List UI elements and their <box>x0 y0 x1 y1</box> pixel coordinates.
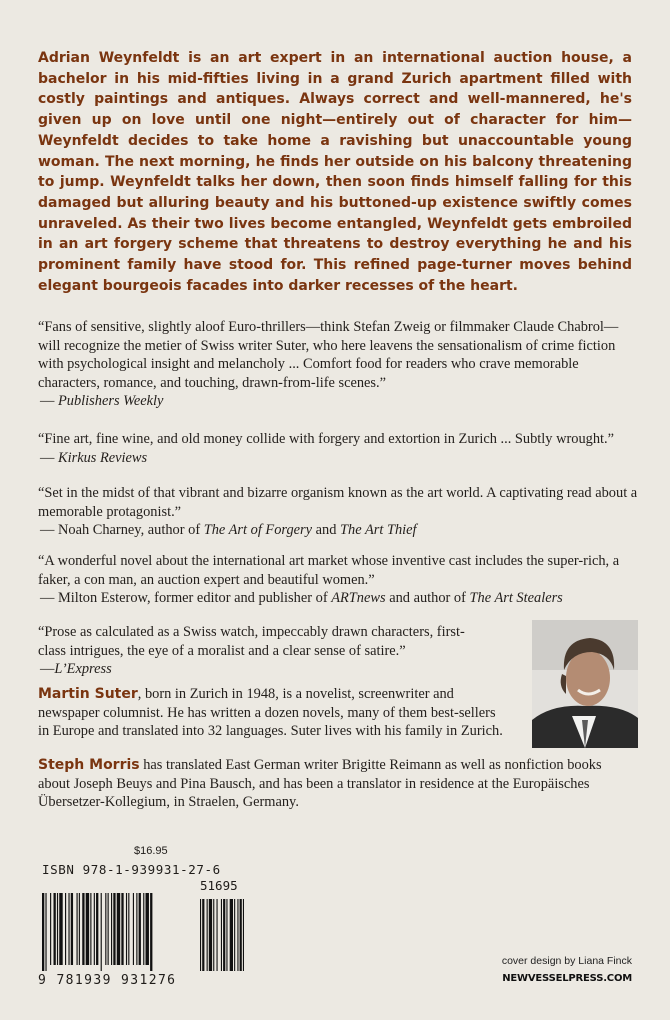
translator-bio: Steph Morris has translated East German writer Brigitte Reimann as well as nonfiction books about Joseph Beuys and Pina Bausch, and has been a translator in residence at the Europäisches Übersetzer-Kollegium, in Straelen, Germany. <box>38 757 602 810</box>
cover-design-credit: cover design by Liana Finck <box>501 955 632 967</box>
author-name: Martin Suter <box>38 686 138 702</box>
author-bio: Martin Suter, born in Zurich in 1948, is a novelist, screenwriter and newspaper columnist. He has written a dozen novels, many of them best-sellers in Europe and translated into 32 languages. Suter lives with his family in Zurich. <box>38 686 503 739</box>
quote-attribution: — Noah Charney, author of The Art of Forgery and The Art Thief <box>40 522 417 538</box>
quote-source: Kirkus Reviews <box>58 449 148 466</box>
quote-text: “Prose as calculated as a Swiss watch, impeccably drawn characters, first-class intrigues, the eye of a moralist and a clear sense of satire.” <box>38 624 465 659</box>
quote-source: L’Express <box>54 661 112 677</box>
quote-attribution: — Publishers Weekly <box>40 393 164 409</box>
ean-digits: 9 781939 931276 <box>38 973 177 988</box>
addon-digits: 51695 <box>200 878 238 893</box>
quote-source: Publishers Weekly <box>58 393 164 409</box>
author-photo <box>532 620 638 748</box>
review-quote-lexpress <box>38 623 478 679</box>
quote-text: “A wonderful novel about the international art market whose inventive cast includes the super-rich, a faker, a con man, an auction expert and beautiful women.” <box>38 553 620 588</box>
quote-text: “Fans of sensitive, slightly aloof Euro-thrillers—think Stefan Zweig or filmmaker Claude Chabrol—will recognize the metier of Swiss writer Suter, who here leavens the sensationalism of crime fiction with psychological insight and melancholy ... Comfort food for readers who crave memorable characters, romance, and touching, drawn-from-life scenes.” <box>38 319 619 391</box>
quote-attribution: — Milton Esterow, former editor and publisher of ARTnews and author of The Art Stealers <box>40 590 563 606</box>
review-quote-kirkus <box>38 430 638 467</box>
isbn-text: ISBN 978-1-939931-27-6 <box>42 862 221 877</box>
book-blurb: Adrian Weynfeldt is an art expert in an international auction house, a bachelor in his mid-fifties living in a grand Zurich apartment filled with costly paintings and antiques. Always correct and well-mannered, he's given up on love until one night—entirely out of character for him—Weynfeldt decides to take home a ravishing but unaccountable young woman. The next morning, he finds her outside on his balcony threatening to jump. Weynfeldt talks her down, then soon finds himself falling for this damaged but alluring beauty and his buttoned-up existence swiftly comes unraveled. As their two lives become entangled, Weynfeldt gets embroiled in an art forgery scheme that threatens to destroy everything he and his prominent family have stood for. This refined page-turner moves behind elegant bourgeois facades into darker recesses of the heart. <box>38 50 632 294</box>
quote-text: “Fine art, fine wine, and old money collide with forgery and extortion in Zurich ... Subtly wrought.” <box>38 431 615 447</box>
barcode-bars <box>42 893 262 973</box>
review-quote-noah-charney <box>38 484 638 540</box>
quote-text: “Set in the midst of that vibrant and bizarre organism known as the art world. A captivating read about a memorable protagonist.” <box>38 485 638 520</box>
translator-name: Steph Morris <box>38 757 140 773</box>
price-label: $16.95 <box>134 845 168 857</box>
quote-attribution: —L’Express <box>40 661 112 677</box>
isbn-barcode <box>38 845 264 990</box>
review-quote-publishers-weekly <box>38 318 638 411</box>
review-quote-milton-esterow <box>38 552 638 608</box>
publisher-website: NEWVESSELPRESS.COM <box>502 973 632 984</box>
quote-attribution: — Kirkus Reviews <box>40 449 148 466</box>
